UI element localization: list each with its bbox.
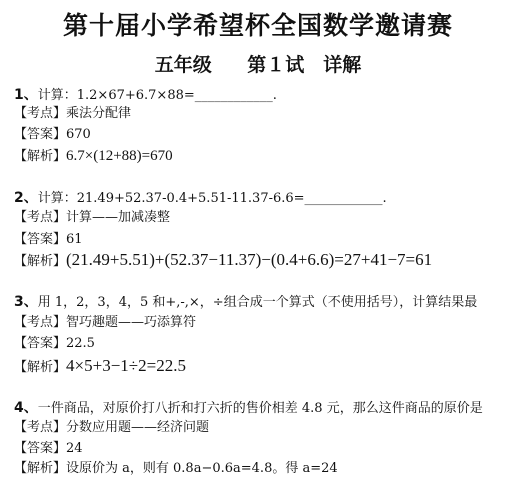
question-text: 计算：21.49+52.37-0.4+5.51-11.37-6.6=____________. <box>37 191 387 206</box>
solution-1 <box>14 148 173 165</box>
solution-formula: 4×5+3−1÷2=22.5 <box>66 356 186 375</box>
solution-2 <box>14 252 432 270</box>
question-number: 3、 <box>14 294 38 310</box>
question-number: 2、 <box>14 190 38 206</box>
kaodian-2: 【考点】计算——加减凑整 <box>14 210 171 225</box>
solution-formula: (21.49+5.51)+(52.37−11.37)−(0.4+6.6)=27+41−7=61 <box>66 250 433 269</box>
answer-2: 【答案】61 <box>14 232 83 247</box>
solution-3 <box>14 358 186 376</box>
answer-1: 【答案】670 <box>14 127 91 142</box>
solution-label: 【解析】 <box>14 461 67 476</box>
question-text: 一件商品，对原价打八折和打六折的售价相差 4.8 元，那么这件商品的原价是 <box>37 401 483 416</box>
kaodian-1: 【考点】乘法分配律 <box>14 106 132 121</box>
page-title: 第十届小学希望杯全国数学邀请赛 <box>62 11 453 40</box>
question-2 <box>14 190 387 207</box>
page-subtitle: 五年级 第１试 详解 <box>154 54 362 76</box>
solution-formula: 设原价为 a，则有 0.8a−0.6a=4.8。得 a=24 <box>66 461 338 476</box>
kaodian-4: 【考点】分数应用题——经济问题 <box>14 420 210 435</box>
question-3 <box>14 294 477 311</box>
question-4 <box>14 400 483 417</box>
solution-formula: 6.7×(12+88)=670 <box>66 148 173 164</box>
question-text: 用 1，2，3，4，5 和+,-,×，÷组合成一个算式（不使用括号），计算结果最 <box>37 295 478 310</box>
question-number: 1、 <box>14 87 38 103</box>
solution-4 <box>14 461 338 477</box>
question-text: 计算：1.2×67+6.7×88=____________. <box>37 88 277 103</box>
solution-label: 【解析】 <box>14 360 67 375</box>
answer-3: 【答案】22.5 <box>14 336 95 351</box>
kaodian-3: 【考点】智巧趣题——巧添算符 <box>14 315 197 330</box>
question-1 <box>14 87 277 104</box>
question-number: 4、 <box>14 400 38 416</box>
solution-label: 【解析】 <box>14 149 67 164</box>
solution-label: 【解析】 <box>14 254 67 269</box>
answer-4: 【答案】24 <box>14 441 83 456</box>
